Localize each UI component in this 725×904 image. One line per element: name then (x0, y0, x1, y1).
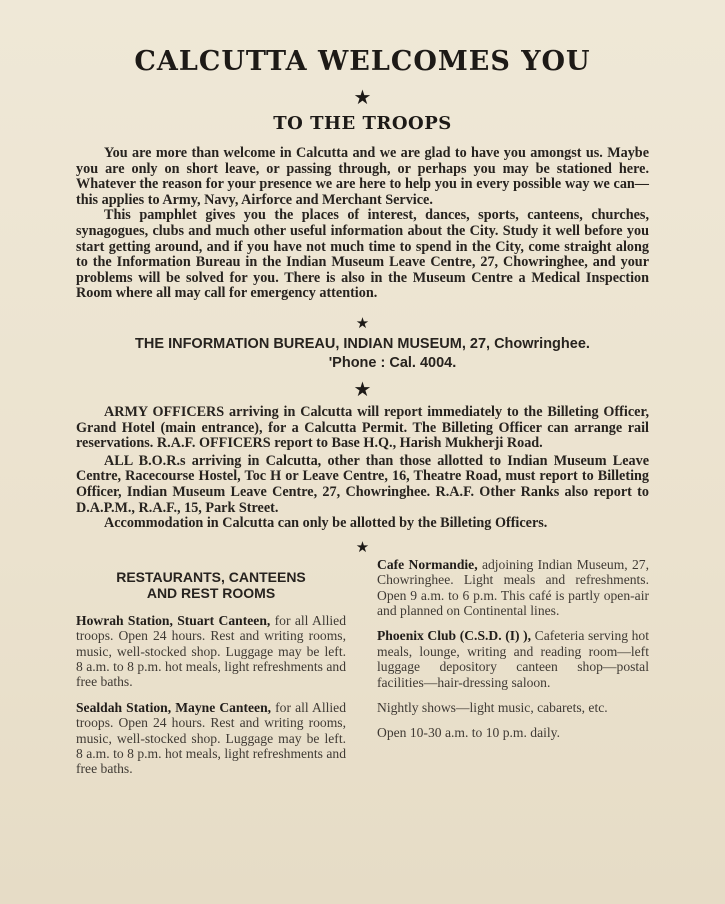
star-divider-icon: ★ (353, 85, 372, 109)
bureau-phone: 'Phone : Cal. 4004. (328, 354, 457, 371)
venue-details-howrah: for all Allied troops. Open 24 hours. Rest and writing rooms, music, well-stocked shop. Luggage may be left. 8 a.m. to 8 p.m. hot meals, light refreshments and free baths. (76, 612, 346, 690)
intro-paragraph-2: This pamphlet gives you the places of interest, dances, sports, canteens, churches, synagogues, clubs and much other useful information about the City. Study it well before you start getting around, and if you have not much time to spend in the City, come straight along to the Information Bureau in the Indian Museum Leave Centre, 27, Chowringhee, and your problems will be solved for you. There is also in the Museum Centre a Medical Inspection Room where all may call for emergency attention. (76, 207, 649, 302)
section-heading-line-1: RESTAURANTS, CANTEENS (116, 568, 306, 585)
list-item (377, 628, 649, 690)
list-item (377, 557, 649, 619)
venue-details-phoenix: Cafeteria serving hot meals, lounge, writing and reading room—left luggage depository canteen shop—postal facilities—hair-dressing saloon. (377, 628, 649, 690)
section-heading (76, 569, 346, 601)
opening-hours: Open 10-30 a.m. to 10 p.m. daily. (377, 725, 560, 741)
accommodation-note: Accommodation in Calcutta can only be allotted by the Billeting Officers. (104, 515, 548, 532)
venue-name-phoenix: Phoenix Club (C.S.D. (I) ), (377, 628, 532, 644)
section-heading-line-2: AND REST ROOMS (146, 584, 276, 601)
venue-name-howrah: Howrah Station, Stuart Canteen, (76, 612, 271, 628)
venue-name-normandie: Cafe Normandie, (377, 556, 478, 572)
star-divider-icon: ★ (353, 376, 372, 401)
venue-details-normandie: adjoining Indian Museum, 27, Chowringhee. Light meals and refreshments. Open 9 a.m. to 6 p.m. This café is partly open-air and planned on Continental lines. (377, 556, 649, 618)
star-divider-icon: ★ (355, 313, 370, 332)
venue-details-sealdah: for all Allied troops. Open 24 hours. Rest and writing rooms, music, well-stocked shop. Luggage may be left. 8 a.m. to 8 p.m. hot meals, light refreshments and free baths. (76, 699, 346, 777)
page-title: CALCUTTA WELCOMES YOU (134, 46, 591, 77)
bureau-address: THE INFORMATION BUREAU, INDIAN MUSEUM, 27, Chowringhee. (135, 335, 590, 352)
information-bureau (76, 335, 649, 373)
list-item (76, 700, 346, 777)
page-subtitle: TO THE TROOPS (273, 113, 452, 134)
right-column (377, 556, 649, 787)
officers-paragraph: ARMY OFFICERS arriving in Calcutta will report immediately to the Billeting Officer, Grand Hotel (main entrance), for a Calcutta Permit. The Billeting Officer can arrange rail reservations. R.A.F. OFFICERS report to Base H.Q., Harish Mukherji Road. (76, 403, 649, 452)
list-item (76, 613, 346, 690)
venue-name-sealdah: Sealdah Station, Mayne Canteen, (76, 699, 272, 715)
nightly-shows: Nightly shows—light music, cabarets, etc. (377, 699, 608, 715)
star-divider-icon: ★ (355, 537, 370, 556)
left-column (76, 569, 346, 787)
bors-paragraph: ALL B.O.R.s arriving in Calcutta, other than those allotted to Indian Museum Leave Centre, Racecourse Hostel, Toc H or Leave Centre, 16, Theatre Road, must report to Billeting Officer, Indian Museum Leave Centre, 27, Chowringhee. R.A.F. Other Ranks also report to D.A.P.M., R.A.F., 15, Park Street. (76, 452, 649, 516)
restaurants-section (76, 556, 649, 787)
intro-paragraph-1: You are more than welcome in Calcutta and we are glad to have you amongst us. Maybe you are only on short leave, or passing through, or perhaps you may be stationed here. Whatever the reason for your presence we are here to help you in every possible way we can—this applies to Army, Navy, Airforce and Merchant Service. (76, 145, 649, 208)
